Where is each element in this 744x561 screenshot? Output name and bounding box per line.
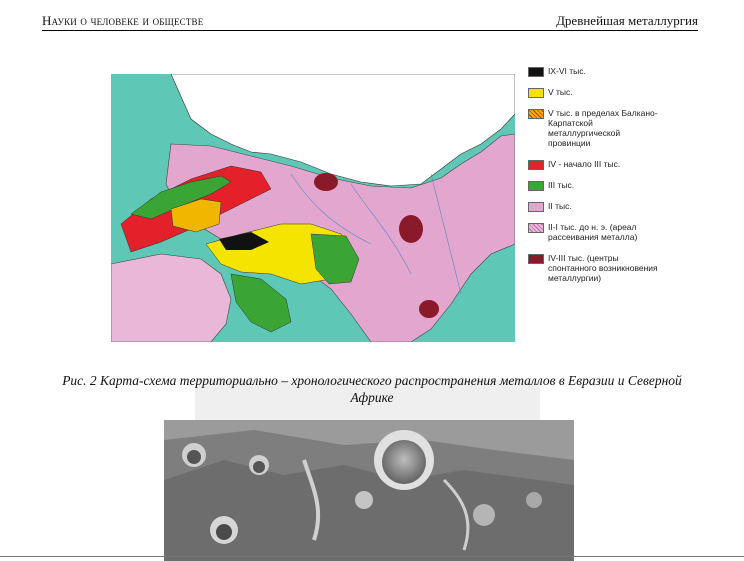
- legend-swatch: [528, 88, 544, 98]
- map-legend: [528, 66, 658, 294]
- page-bottom-rule: [0, 556, 744, 557]
- chapter-title: Древнейшая металлургия: [556, 13, 698, 28]
- legend-label: II тыс.: [548, 201, 572, 211]
- legend-item: [528, 222, 658, 242]
- legend-item: [528, 108, 658, 148]
- legend-label: III тыс.: [548, 180, 575, 190]
- figure-caption: Рис. 2 Карта-схема территориально – хронологического распространения металлов в Евразии и Северной Африке: [62, 373, 682, 405]
- legend-swatch: [528, 67, 544, 77]
- legend-label: V тыс. в пределах Балкано-Карпатской металлургической провинции: [548, 108, 658, 148]
- legend-label: IX-VI тыс.: [548, 66, 586, 76]
- page-header: [42, 12, 698, 31]
- legend-item: [528, 159, 658, 169]
- legend-item: [528, 253, 658, 283]
- artifact-photo: [164, 420, 574, 561]
- legend-swatch: [528, 223, 544, 233]
- metal-distribution-map: [111, 74, 515, 342]
- legend-label: IV - начало III тыс.: [548, 159, 621, 169]
- legend-label: IV-III тыс. (центры спонтанного возникновения металлургии): [548, 253, 658, 283]
- legend-swatch: [528, 181, 544, 191]
- legend-swatch: [528, 202, 544, 212]
- section-title: Науки о человеке и обществе: [42, 13, 204, 28]
- map-graphic: [111, 74, 515, 342]
- legend-swatch: [528, 160, 544, 170]
- legend-item: [528, 87, 658, 97]
- legend-item: [528, 66, 658, 76]
- legend-swatch: [528, 254, 544, 264]
- legend-label: V тыс.: [548, 87, 573, 97]
- legend-swatch: [528, 109, 544, 119]
- legend-item: [528, 201, 658, 211]
- photo-graphic: [164, 420, 574, 561]
- legend-label: II-I тыс. до н. э. (ареал рассеивания металла): [548, 222, 638, 242]
- legend-item: [528, 180, 658, 190]
